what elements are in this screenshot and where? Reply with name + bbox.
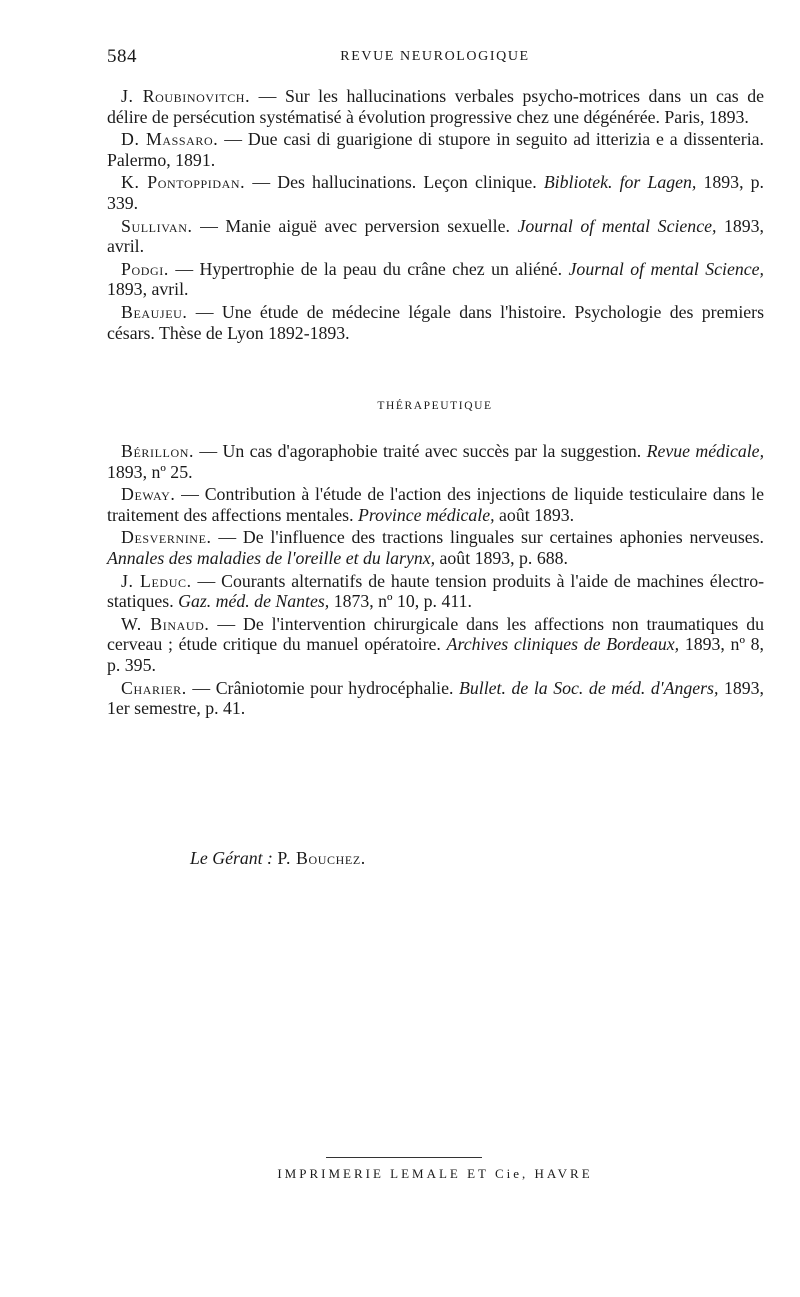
signature xyxy=(190,848,366,869)
entry-journal: Bibliotek. for Lagen, xyxy=(543,172,697,193)
entry-tail: 1893, avril. xyxy=(107,279,189,300)
bibliography-entry xyxy=(107,484,764,525)
entry-text: — Courants alternatifs de haute tension produits à l'aide de machines électro-statiques. xyxy=(107,570,765,612)
entry-text: — Une étude de médecine légale dans l'histoire. Psychologie des premiers césars. Thèse de Lyon 1892-1893. xyxy=(107,301,764,343)
printer-imprint: IMPRIMERIE LEMALE ET Cie, HAVRE xyxy=(277,1166,593,1181)
entry-text: — Due casi di guarigione di stupore in seguito ad itterizia e a dissenteria. Palermo, 1891. xyxy=(107,129,764,170)
entry-tail: 1893, 1er semestre, p. 41. xyxy=(107,677,764,719)
bibliography-top xyxy=(107,86,764,345)
page-number: 584 xyxy=(107,46,137,67)
entry-text: — Des hallucinations. Leçon clinique. xyxy=(245,172,544,193)
entry-text: — Contribution à l'étude de l'action des injections de liquide testiculaire dans le traitement des affections mentales. xyxy=(107,484,764,525)
entry-author: Deway. xyxy=(121,484,176,505)
entry-journal: Annales des maladies de l'oreille et du larynx, xyxy=(107,547,436,568)
bibliography-entry xyxy=(107,172,764,213)
bibliography-entry xyxy=(107,571,764,612)
entry-journal: Province médicale, xyxy=(358,504,495,525)
bibliography-entry xyxy=(107,216,764,257)
bibliography-entry xyxy=(107,129,764,170)
bibliography-therapeutique xyxy=(107,441,764,721)
bibliography-entry xyxy=(107,678,764,719)
entry-tail: août 1893. xyxy=(494,504,575,525)
entry-author: Beaujeu. xyxy=(121,301,188,322)
entry-author: W. Binaud. xyxy=(121,613,210,634)
bibliography-entry xyxy=(107,86,764,127)
entry-author: Podgi. xyxy=(121,258,169,279)
entry-text: — Manie aiguë avec perversion sexuelle. xyxy=(192,215,518,236)
bibliography-entry xyxy=(107,614,764,676)
signature-label: Le Gérant : xyxy=(190,848,273,868)
entry-journal: Journal of mental Science, xyxy=(517,215,717,236)
entry-author: J. Leduc. xyxy=(121,570,192,591)
entry-author: Bérillon. xyxy=(121,441,195,461)
signature-name: P. Bouchez. xyxy=(277,848,366,868)
entry-author: Desvernine. xyxy=(121,527,212,548)
entry-tail: 1893, avril. xyxy=(107,215,764,257)
entry-tail: août 1893, p. 688. xyxy=(435,547,568,568)
entry-journal: Revue médicale, xyxy=(646,441,765,461)
bibliography-entry xyxy=(107,259,764,300)
footer-rule xyxy=(326,1157,482,1158)
entry-tail: 1893, nº 8, p. 395. xyxy=(107,634,764,675)
entry-author: D. Massaro. xyxy=(121,129,219,150)
entry-text: — De l'influence des tractions linguales sur certaines aphonies nerveuses. xyxy=(211,527,764,548)
running-title: REVUE NEUROLOGIQUE xyxy=(340,49,530,64)
entry-text: — Hypertrophie de la peau du crâne chez un aliéné. xyxy=(168,258,569,279)
entry-text: — Sur les hallucinations verbales psycho-motrices dans un cas de délire de persécution systématisé à évolution progressive chez une dégénérée. Paris, 1893. xyxy=(107,86,764,127)
entry-author: Charier. xyxy=(121,677,187,698)
entry-journal: Archives cliniques de Bordeaux, xyxy=(446,634,680,655)
entry-text: — Crâniotomie pour hydrocéphalie. xyxy=(186,677,460,698)
section-heading: THÉRAPEUTIQUE xyxy=(377,400,493,412)
entry-journal: Gaz. méd. de Nantes, xyxy=(178,591,330,612)
entry-text: — De l'intervention chirurgicale dans les affections non traumatiques du cerveau ; étude critique du manuel opératoire. xyxy=(107,613,764,655)
bibliography-entry xyxy=(107,527,764,568)
entry-author: Sullivan. xyxy=(121,215,193,236)
entry-text: — Un cas d'agoraphobie traité avec succès par la suggestion. xyxy=(194,441,647,461)
entry-tail: 1893, nº 25. xyxy=(107,461,193,482)
entry-tail: 1893, p. 339. xyxy=(107,172,764,213)
entry-journal: Journal of mental Science, xyxy=(568,258,764,279)
entry-author: K. Pontoppidan. xyxy=(121,172,246,193)
entry-journal: Bullet. de la Soc. de méd. d'Angers, xyxy=(459,677,719,698)
bibliography-entry xyxy=(107,302,764,343)
entry-tail: 1873, nº 10, p. 411. xyxy=(329,591,472,612)
entry-author: J. Roubinovitch. xyxy=(121,86,251,106)
bibliography-entry xyxy=(107,441,764,482)
